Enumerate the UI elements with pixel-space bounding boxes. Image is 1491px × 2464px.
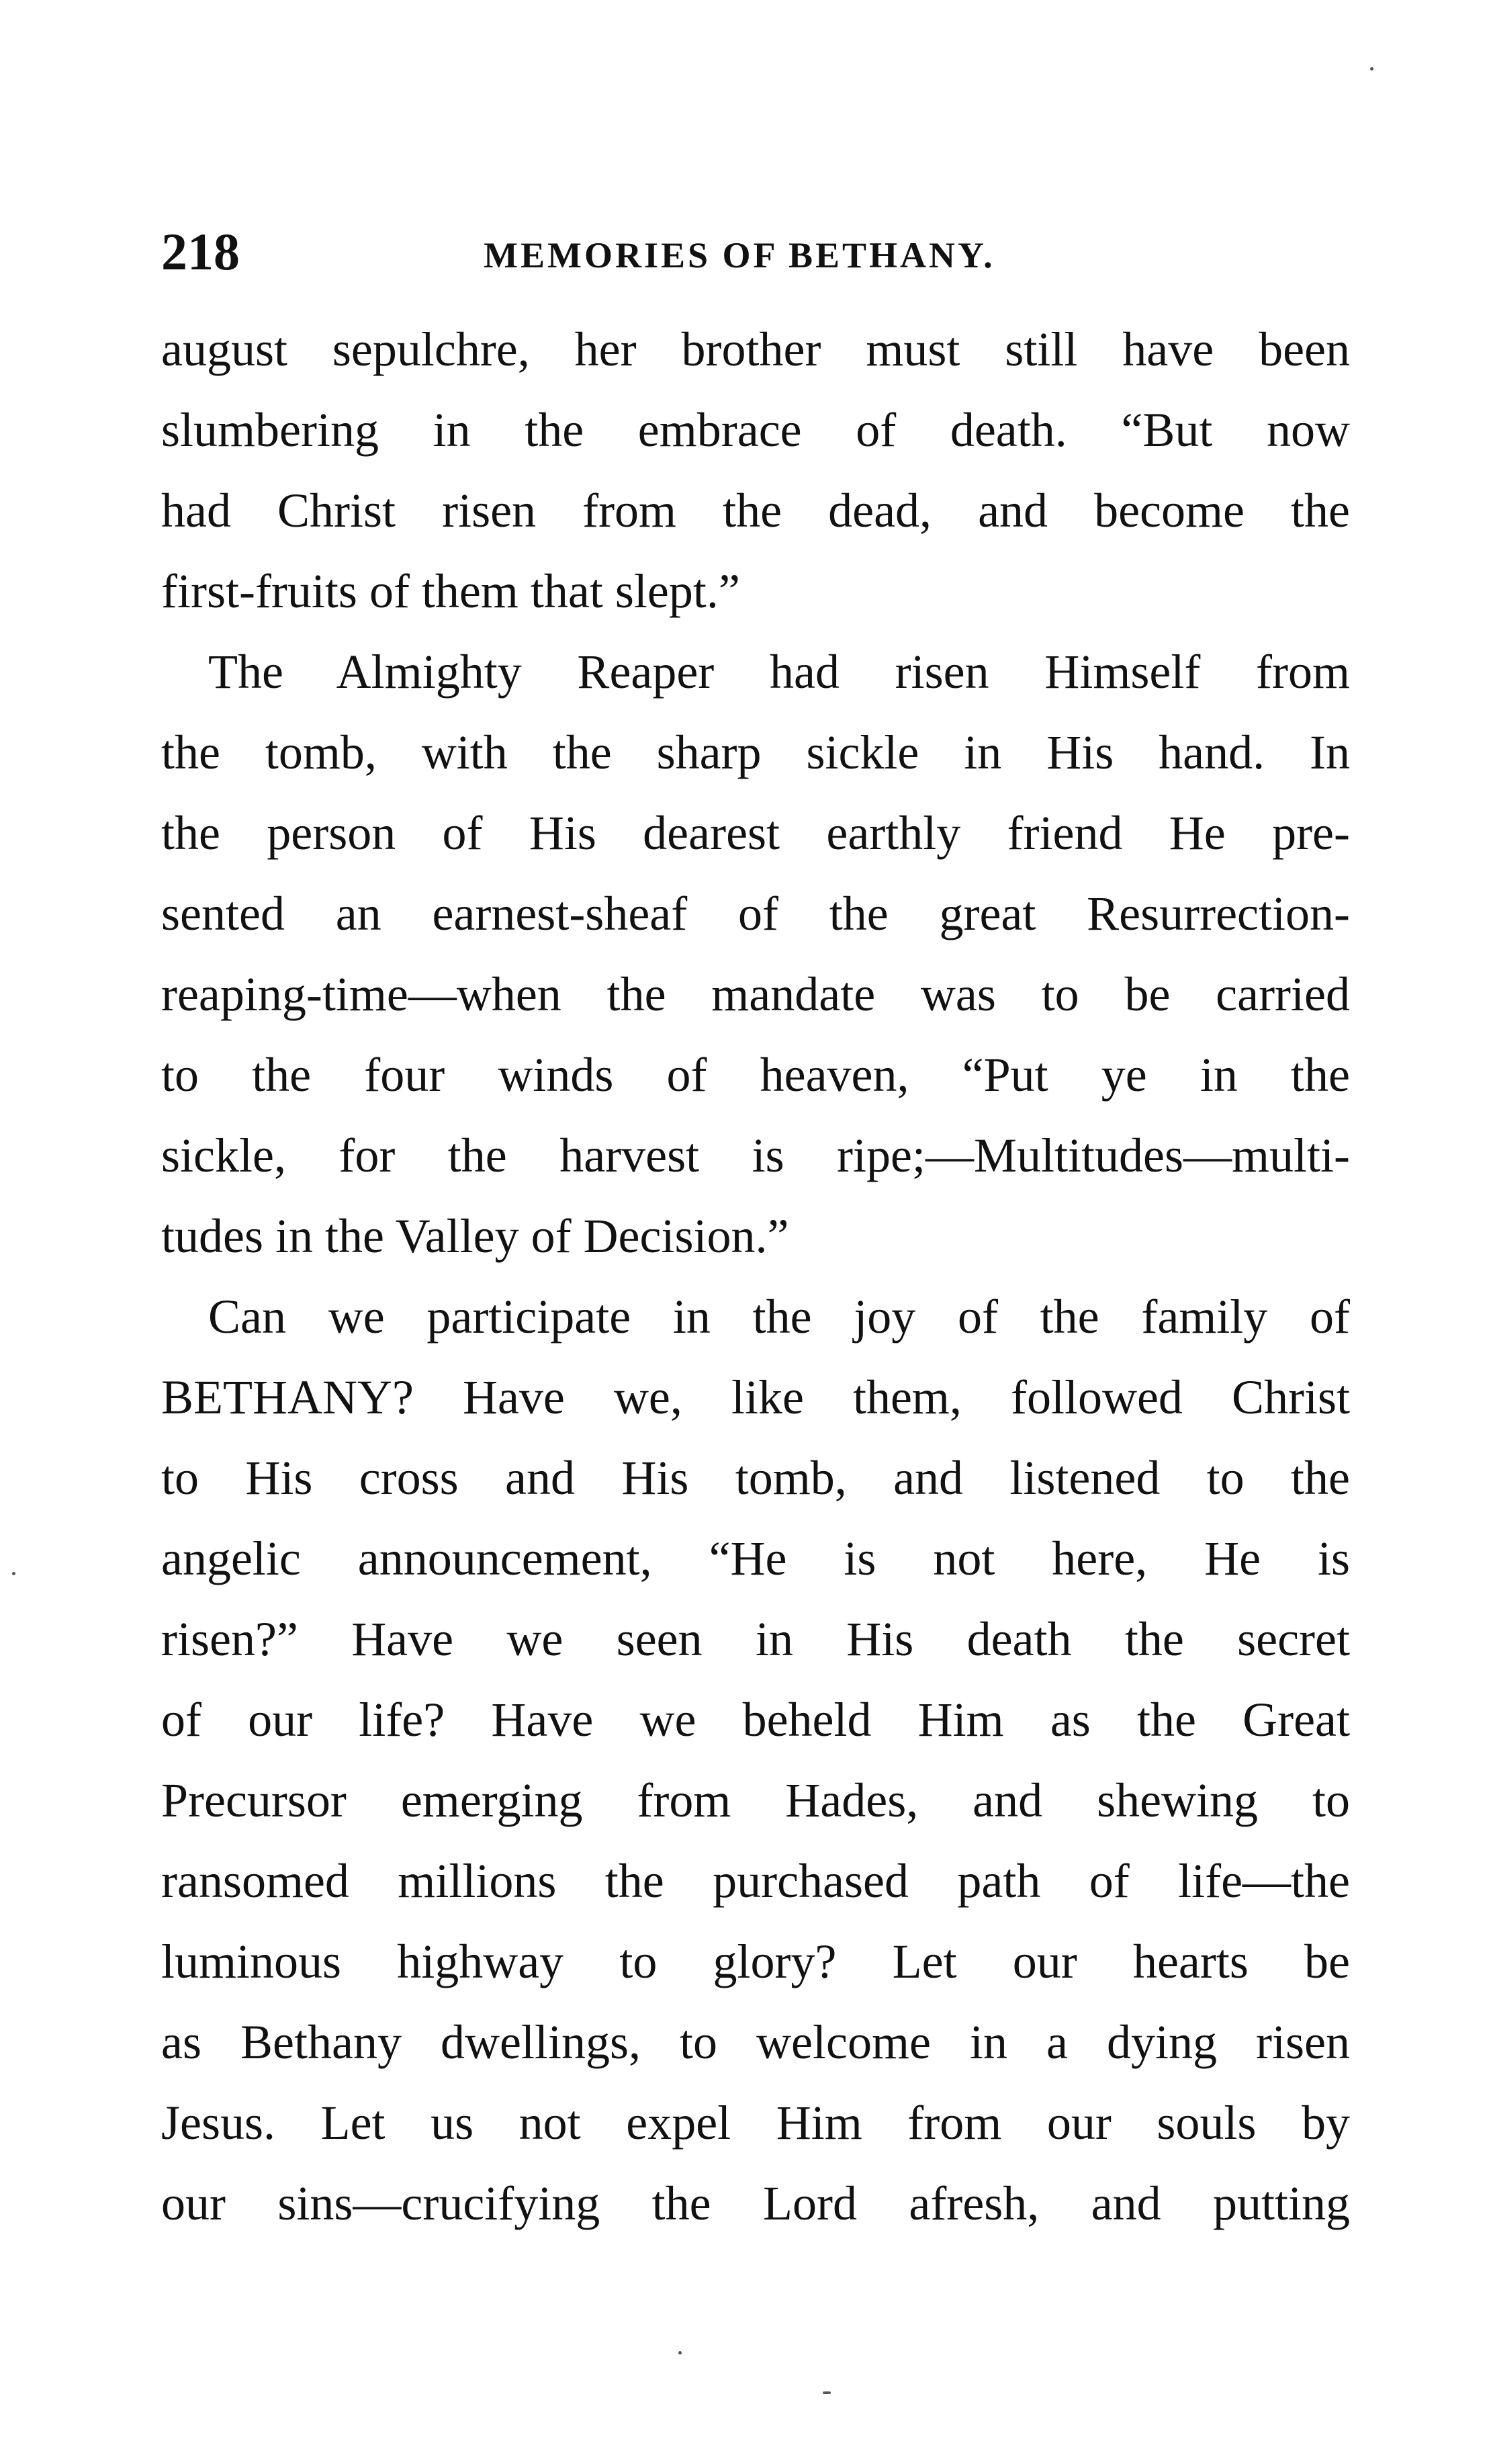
- text-line: to the four winds of heaven, “Put ye in the: [161, 1048, 1350, 1102]
- paper-speck: [823, 2391, 831, 2394]
- body-text: [161, 309, 1350, 2244]
- text-line: sickle, for the harvest is ripe;—Multitudes—multi-: [161, 1129, 1350, 1182]
- paper-speck: [1370, 67, 1373, 71]
- running-head: [161, 222, 1350, 282]
- text-line: the tomb, with the sharp sickle in His hand. In: [161, 725, 1350, 779]
- paragraph-start-line: The Almighty Reaper had risen Himself from: [208, 645, 1350, 699]
- text-line: Jesus. Let us not expel Him from our souls by: [161, 2096, 1350, 2150]
- text-line: Precursor emerging from Hades, and shewing to: [161, 1773, 1350, 1827]
- text-line: of our life? Have we beheld Him as the Great: [161, 1693, 1350, 1747]
- paper-speck: [12, 1572, 15, 1575]
- paragraph-start-line: Can we participate in the joy of the family of: [208, 1290, 1350, 1344]
- text-line: as Bethany dwellings, to welcome in a dying risen: [161, 2015, 1350, 2069]
- running-title: MEMORIES OF BETHANY.: [484, 235, 995, 275]
- text-line: ransomed millions the purchased path of life—the: [161, 1854, 1350, 1908]
- text-line: reaping-time—when the mandate was to be carried: [161, 967, 1350, 1021]
- text-line: risen?” Have we seen in His death the secret: [161, 1612, 1350, 1666]
- text-line: slumbering in the embrace of death. “But now: [161, 403, 1350, 457]
- text-line: august sepulchre, her brother must still have been: [161, 322, 1350, 376]
- text-line: to His cross and His tomb, and listened to the: [161, 1451, 1350, 1505]
- text-line: had Christ risen from the dead, and become the: [161, 484, 1350, 537]
- text-line: tudes in the Valley of Decision.”: [161, 1209, 789, 1263]
- paper-speck: [678, 2351, 682, 2355]
- text-line: BETHANY? Have we, like them, followed Christ: [161, 1370, 1350, 1424]
- text-line: sented an earnest-sheaf of the great Resurrection-: [161, 887, 1350, 940]
- page-number: 218: [161, 222, 240, 281]
- text-line: our sins—crucifying the Lord afresh, and putting: [161, 2176, 1350, 2230]
- text-line: first-fruits of them that slept.”: [161, 564, 740, 618]
- text-line: angelic announcement, “He is not here, He is: [161, 1532, 1350, 1585]
- text-line: luminous highway to glory? Let our hearts be: [161, 1935, 1350, 1988]
- text-line: the person of His dearest earthly friend He pre-: [161, 806, 1350, 860]
